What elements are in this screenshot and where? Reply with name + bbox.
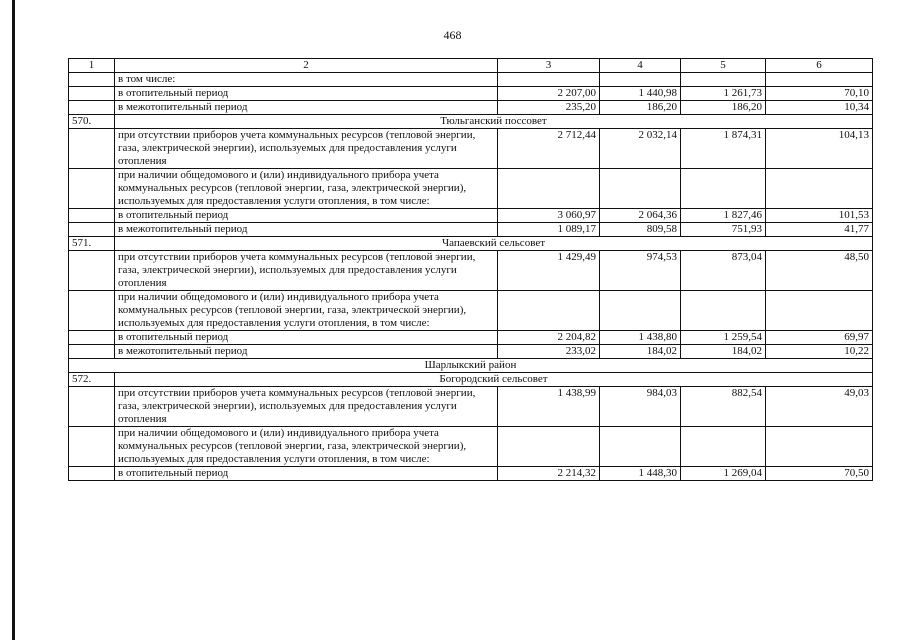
- page-binding-line: [12, 0, 15, 640]
- value-col6: 10,34: [766, 101, 873, 115]
- section-title: Чапаевский сельсовет: [115, 237, 873, 251]
- value-col6: [766, 427, 873, 467]
- value-col6: 69,97: [766, 331, 873, 345]
- value-col3: 233,02: [498, 345, 600, 359]
- table-row: [69, 467, 873, 481]
- value-col4: 2 064,36: [600, 209, 681, 223]
- row-number-cell: [69, 169, 115, 209]
- table-row: [69, 427, 873, 467]
- header-cell: 6: [766, 59, 873, 73]
- section-number: 571.: [69, 237, 115, 251]
- value-col6: 48,50: [766, 251, 873, 291]
- table-row: [69, 251, 873, 291]
- row-number-cell: [69, 251, 115, 291]
- table-row: [69, 73, 873, 87]
- value-col3: [498, 73, 600, 87]
- row-number-cell: [69, 467, 115, 481]
- value-col5: [681, 291, 766, 331]
- row-description: при отсутствии приборов учета коммунальных ресурсов (тепловой энергии, газа, электрической энергии), используемых для предоставления услуги отопления: [115, 129, 498, 169]
- value-col5: 1 827,46: [681, 209, 766, 223]
- row-number-cell: [69, 101, 115, 115]
- value-col3: [498, 169, 600, 209]
- row-number-cell: [69, 73, 115, 87]
- value-col4: 974,53: [600, 251, 681, 291]
- row-description: при наличии общедомового и (или) индивидуального прибора учета коммунальных ресурсов (тепловой энергии, газа, электрической энергии), используемых для предоставления услуги отопления, в том числе:: [115, 291, 498, 331]
- row-description: в отопительный период: [115, 87, 498, 101]
- district-title: Шарлыкский район: [69, 359, 873, 373]
- section-title: Тюльганский поссовет: [115, 115, 873, 129]
- row-description: в межотопительный период: [115, 101, 498, 115]
- value-col5: 882,54: [681, 387, 766, 427]
- page-number: 468: [443, 28, 462, 42]
- value-col6: [766, 73, 873, 87]
- value-col4: 1 438,80: [600, 331, 681, 345]
- row-description: в том числе:: [115, 73, 498, 87]
- district-row: [69, 359, 873, 373]
- value-col4: 184,02: [600, 345, 681, 359]
- value-col5: 186,20: [681, 101, 766, 115]
- value-col5: 751,93: [681, 223, 766, 237]
- value-col6: 104,13: [766, 129, 873, 169]
- section-row: [69, 373, 873, 387]
- value-col4: 1 448,30: [600, 467, 681, 481]
- value-col4: [600, 427, 681, 467]
- value-col3: 235,20: [498, 101, 600, 115]
- value-col6: 49,03: [766, 387, 873, 427]
- value-col5: 1 269,04: [681, 467, 766, 481]
- header-cell: 2: [115, 59, 498, 73]
- row-description: в отопительный период: [115, 209, 498, 223]
- table-header-row: [69, 59, 873, 73]
- table-row: [69, 223, 873, 237]
- section-number: 572.: [69, 373, 115, 387]
- table-row: [69, 331, 873, 345]
- row-number-cell: [69, 331, 115, 345]
- value-col3: 1 429,49: [498, 251, 600, 291]
- value-col6: 70,10: [766, 87, 873, 101]
- value-col6: 10,22: [766, 345, 873, 359]
- value-col3: 3 060,97: [498, 209, 600, 223]
- row-number-cell: [69, 129, 115, 169]
- row-description: в межотопительный период: [115, 223, 498, 237]
- value-col4: [600, 169, 681, 209]
- value-col3: 2 204,82: [498, 331, 600, 345]
- table-row: [69, 291, 873, 331]
- row-number-cell: [69, 427, 115, 467]
- row-description: при наличии общедомового и (или) индивидуального прибора учета коммунальных ресурсов (тепловой энергии, газа, электрической энергии), используемых для предоставления услуги отопления, в том числе:: [115, 169, 498, 209]
- row-number-cell: [69, 291, 115, 331]
- section-title: Богородский сельсовет: [115, 373, 873, 387]
- row-description: при отсутствии приборов учета коммунальных ресурсов (тепловой энергии, газа, электрической энергии), используемых для предоставления услуги отопления: [115, 251, 498, 291]
- row-number-cell: [69, 387, 115, 427]
- section-number: 570.: [69, 115, 115, 129]
- value-col4: 1 440,98: [600, 87, 681, 101]
- table-row: [69, 101, 873, 115]
- table-row: [69, 87, 873, 101]
- value-col3: 2 207,00: [498, 87, 600, 101]
- table-row: [69, 209, 873, 223]
- value-col6: 101,53: [766, 209, 873, 223]
- value-col3: 2 214,32: [498, 467, 600, 481]
- section-row: [69, 237, 873, 251]
- row-description: в отопительный период: [115, 467, 498, 481]
- value-col6: [766, 169, 873, 209]
- row-description: при отсутствии приборов учета коммунальных ресурсов (тепловой энергии, газа, электрической энергии), используемых для предоставления услуги отопления: [115, 387, 498, 427]
- tariff-table: [68, 58, 873, 481]
- header-cell: 3: [498, 59, 600, 73]
- row-number-cell: [69, 87, 115, 101]
- header-cell: 4: [600, 59, 681, 73]
- table-row: [69, 387, 873, 427]
- value-col4: 984,03: [600, 387, 681, 427]
- value-col5: 1 261,73: [681, 87, 766, 101]
- value-col4: [600, 291, 681, 331]
- value-col5: 1 874,31: [681, 129, 766, 169]
- row-number-cell: [69, 345, 115, 359]
- value-col3: [498, 427, 600, 467]
- section-row: [69, 115, 873, 129]
- value-col6: 41,77: [766, 223, 873, 237]
- value-col3: 1 089,17: [498, 223, 600, 237]
- value-col4: 186,20: [600, 101, 681, 115]
- header-cell: 1: [69, 59, 115, 73]
- value-col4: 809,58: [600, 223, 681, 237]
- value-col5: [681, 73, 766, 87]
- value-col5: 184,02: [681, 345, 766, 359]
- row-description: при наличии общедомового и (или) индивидуального прибора учета коммунальных ресурсов (тепловой энергии, газа, электрической энергии), используемых для предоставления услуги отопления, в том числе:: [115, 427, 498, 467]
- table-row: [69, 169, 873, 209]
- row-description: в межотопительный период: [115, 345, 498, 359]
- table-body: [69, 59, 873, 481]
- value-col4: 2 032,14: [600, 129, 681, 169]
- value-col5: [681, 169, 766, 209]
- value-col6: [766, 291, 873, 331]
- table-row: [69, 129, 873, 169]
- value-col4: [600, 73, 681, 87]
- row-number-cell: [69, 223, 115, 237]
- value-col5: 873,04: [681, 251, 766, 291]
- row-number-cell: [69, 209, 115, 223]
- value-col3: 1 438,99: [498, 387, 600, 427]
- value-col6: 70,50: [766, 467, 873, 481]
- table-row: [69, 345, 873, 359]
- value-col5: [681, 427, 766, 467]
- value-col5: 1 259,54: [681, 331, 766, 345]
- row-description: в отопительный период: [115, 331, 498, 345]
- value-col3: [498, 291, 600, 331]
- header-cell: 5: [681, 59, 766, 73]
- value-col3: 2 712,44: [498, 129, 600, 169]
